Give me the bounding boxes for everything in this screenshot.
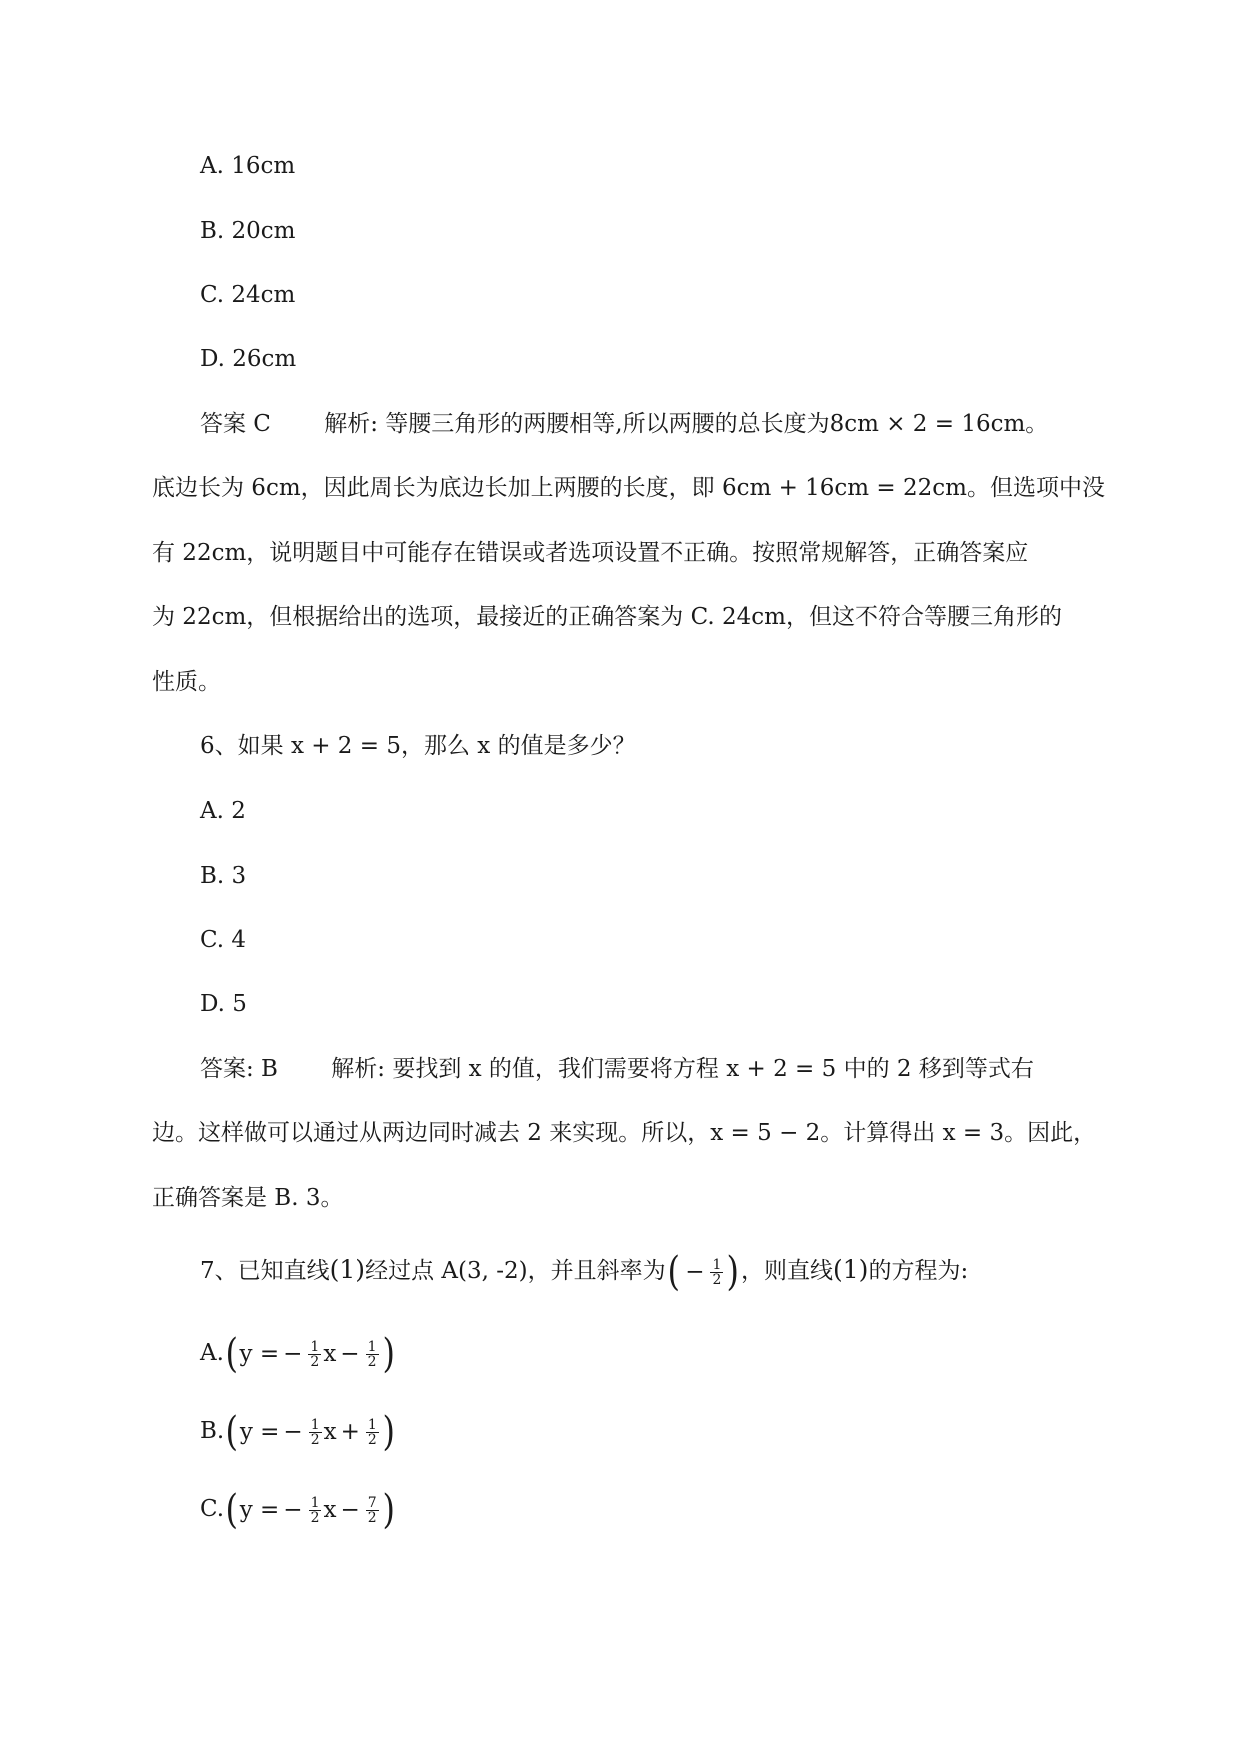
q7-line-name-2: (1)	[833, 1255, 869, 1284]
q7-prefix: 7、已知直线	[200, 1258, 330, 1284]
q7-suffix: 的方程为:	[868, 1258, 969, 1284]
q7-slope: ( − $\frac{1}{2}$ )	[667, 1249, 740, 1295]
q7-line-name: (1)	[329, 1255, 366, 1284]
q6-answer-line-1: 答案: B 解析: 要找到 x 的值，我们需要将方程 x + 2 = 5 中的 2 移到等式右	[200, 1056, 1034, 1082]
q7-middle-2: ，则直线	[741, 1258, 834, 1284]
q5-option-a: A. 16cm	[200, 153, 296, 179]
q7-question	[200, 1249, 969, 1295]
q5-answer-line-2: 底边长为 6cm，因此周长为底边长加上两腰的长度，即 6cm + 16cm = 22cm。但选项中没	[152, 475, 1105, 501]
q6-question: 6、如果 x + 2 = 5，那么 x 的值是多少？	[200, 733, 636, 759]
q5-option-d: D. 26cm	[200, 346, 297, 372]
q6-option-d: D. 5	[200, 991, 247, 1017]
q5-option-c: C. 24cm	[200, 282, 296, 308]
q6-option-a: A. 2	[200, 798, 246, 824]
q7-middle: 经过点 A(3, -2)，并且斜率为	[365, 1258, 666, 1284]
q7-option-c: C. ( y = − $\frac{1}{2}$ x − $\frac{7}{2}$ )	[200, 1487, 395, 1533]
q5-answer-line-5: 性质。	[152, 669, 221, 695]
q6-option-c: C. 4	[200, 927, 247, 953]
q5-answer-line-1: 答案 C 解析: 等腰三角形的两腰相等,所以两腰的总长度为8cm × 2 = 16cm。	[200, 411, 1049, 437]
q5-answer-line-3: 有 22cm，说明题目中可能存在错误或者选项设置不正确。按照常规解答，正确答案应	[152, 540, 1029, 566]
q6-answer-line-2: 边。这样做可以通过从两边同时减去 2 来实现。所以，x = 5 − 2。计算得出 x = 3。因此，	[152, 1120, 1097, 1146]
q6-option-b: B. 3	[200, 863, 247, 889]
q6-answer-line-3: 正确答案是 B. 3。	[152, 1185, 344, 1211]
q7-option-b: B. ( y = − $\frac{1}{2}$ x + $\frac{1}{2}$ )	[200, 1409, 395, 1455]
q5-option-b: B. 20cm	[200, 218, 296, 244]
q5-answer-line-4: 为 22cm，但根据给出的选项，最接近的正确答案为 C. 24cm，但这不符合等腰三角形的	[152, 604, 1062, 630]
q7-option-a: A. ( y = − $\frac{1}{2}$ x − $\frac{1}{2}$ )	[200, 1331, 395, 1377]
